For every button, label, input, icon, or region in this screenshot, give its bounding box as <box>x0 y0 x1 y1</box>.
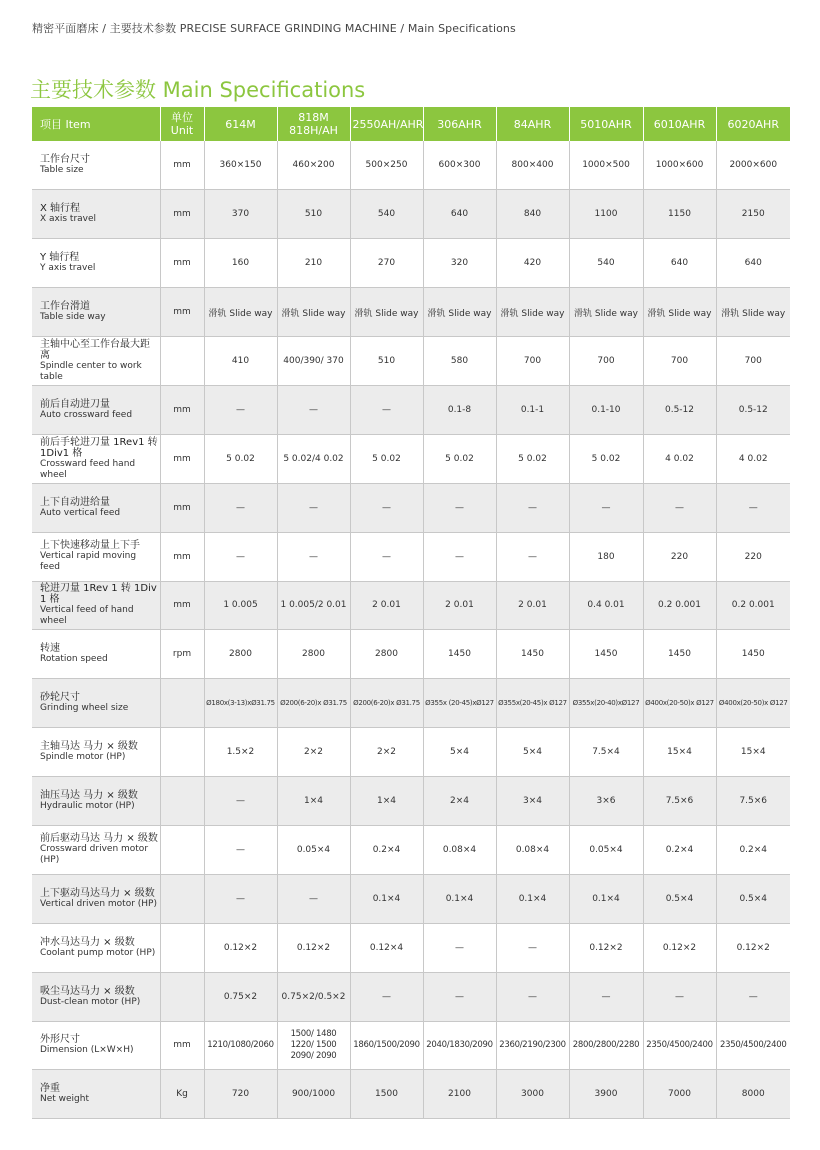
spec-value-cell: 0.2 0.001 <box>716 581 790 630</box>
table-row <box>32 434 790 483</box>
spec-value-cell: — <box>277 483 350 532</box>
spec-item-name <box>32 239 160 288</box>
spec-item-name <box>32 630 160 679</box>
spec-item-name-en: Vertical feed of hand wheel <box>40 605 134 627</box>
spec-item-name-en: Spindle center to work table <box>40 361 142 382</box>
spec-item-name-en: Dimension (L×W×H) <box>40 1045 134 1056</box>
spec-value-cell: 1450 <box>423 630 496 679</box>
spec-item-name <box>32 483 160 532</box>
spec-value-cell: 0.12×2 <box>716 923 790 972</box>
spec-value-cell: 0.5×4 <box>716 874 790 923</box>
spec-value-cell: — <box>350 972 423 1021</box>
spec-value-cell: — <box>716 483 790 532</box>
column-header-unit <box>160 107 204 141</box>
spec-value-cell: 1500/ 1480 1220/ 1500 2090/ 2090 <box>277 1021 350 1070</box>
column-header-model: 818M 818H/AH <box>277 107 350 141</box>
column-header-item: 项目 Item <box>32 107 160 141</box>
spec-value-cell: 0.05×4 <box>569 825 643 874</box>
spec-item-name-zh: 前后自动进刀量 <box>40 398 110 410</box>
spec-value-cell: — <box>350 483 423 532</box>
spec-value-cell: 1000×500 <box>569 141 643 190</box>
spec-value-cell: 15×4 <box>643 728 716 777</box>
spec-item-name-en: Y axis travel <box>40 263 96 274</box>
table-row <box>32 141 790 190</box>
spec-value-cell: — <box>423 972 496 1021</box>
spec-value-cell: Ø355x (20-45)xØ127 <box>423 679 496 728</box>
spec-item-name-zh: 主轴中心至工作台最大距离 <box>40 339 150 361</box>
spec-value-cell: 0.5-12 <box>716 385 790 434</box>
spec-value-cell: 2 0.01 <box>496 581 569 630</box>
spec-value-cell: 840 <box>496 190 569 239</box>
spec-value-cell: 700 <box>643 337 716 386</box>
spec-value-cell: 0.12×4 <box>350 923 423 972</box>
spec-value-cell: 640 <box>423 190 496 239</box>
spec-item-name <box>32 581 160 630</box>
spec-item-name-zh: 油压马达 马力 × 级数 <box>40 790 138 802</box>
spec-value-cell: 3000 <box>496 1070 569 1119</box>
spec-value-cell: 0.12×2 <box>277 923 350 972</box>
spec-value-cell: 0.12×2 <box>569 923 643 972</box>
column-header-model: 6010AHR <box>643 107 716 141</box>
spec-item-name <box>32 385 160 434</box>
spec-value-cell: 3900 <box>569 1070 643 1119</box>
spec-item-name-en: Auto crossward feed <box>40 409 133 420</box>
spec-item-name-zh: 吸尘马达马力 × 级数 <box>40 985 135 997</box>
spec-item-name <box>32 728 160 777</box>
spec-value-cell: 滑轨 Slide way <box>277 288 350 337</box>
column-header-model: 306AHR <box>423 107 496 141</box>
spec-value-cell: 220 <box>716 532 790 581</box>
table-row <box>32 874 790 923</box>
spec-value-cell: 1×4 <box>350 777 423 826</box>
spec-value-cell: 2×4 <box>423 777 496 826</box>
spec-item-name-zh: 主轴马达 马力 × 级数 <box>40 741 138 753</box>
spec-item-name-zh: 冲水马达马力 × 级数 <box>40 936 135 948</box>
spec-item-name-en: Table side way <box>40 312 106 323</box>
spec-value-cell: 5 0.02 <box>569 434 643 483</box>
spec-value-cell: 2800 <box>277 630 350 679</box>
spec-value-cell: 1000×600 <box>643 141 716 190</box>
spec-item-name-zh: 前后驱动马达 马力 × 级数 <box>40 833 158 845</box>
spec-unit: mm <box>160 581 204 630</box>
table-row <box>32 679 790 728</box>
spec-item-name-zh: 工作台滑道 <box>40 301 90 313</box>
spec-value-cell: 510 <box>277 190 350 239</box>
spec-value-cell: 640 <box>716 239 790 288</box>
spec-item-name <box>32 874 160 923</box>
spec-value-cell: Ø355x(20-45)x Ø127 <box>496 679 569 728</box>
table-row <box>32 1070 790 1119</box>
spec-value-cell: 180 <box>569 532 643 581</box>
spec-value-cell: 7000 <box>643 1070 716 1119</box>
spec-value-cell: 2800 <box>350 630 423 679</box>
spec-value-cell: 720 <box>204 1070 277 1119</box>
spec-value-cell: 8000 <box>716 1070 790 1119</box>
spec-item-name-en: Vertical driven motor (HP) <box>40 898 157 909</box>
spec-value-cell: 2×2 <box>277 728 350 777</box>
spec-unit: mm <box>160 483 204 532</box>
spec-value-cell: Ø400x(20-50)x Ø127 <box>643 679 716 728</box>
spec-item-name-en: Table size <box>40 165 84 176</box>
spec-value-cell: — <box>569 972 643 1021</box>
spec-value-cell: 2360/2190/2300 <box>496 1021 569 1070</box>
spec-item-name-zh: Y 轴行程 <box>40 252 80 264</box>
spec-value-cell: 1450 <box>643 630 716 679</box>
spec-value-cell: 0.75×2/0.5×2 <box>277 972 350 1021</box>
spec-item-name <box>32 679 160 728</box>
spec-value-cell: Ø200(6-20)x Ø31.75 <box>350 679 423 728</box>
spec-value-cell: 420 <box>496 239 569 288</box>
spec-value-cell: 5 0.02 <box>204 434 277 483</box>
spec-value-cell: 0.1-1 <box>496 385 569 434</box>
spec-unit <box>160 337 204 386</box>
spec-value-cell: 2040/1830/2090 <box>423 1021 496 1070</box>
spec-value-cell: 2 0.01 <box>350 581 423 630</box>
spec-value-cell: 滑轨 Slide way <box>423 288 496 337</box>
spec-value-cell: 0.2×4 <box>716 825 790 874</box>
spec-value-cell: 5 0.02 <box>423 434 496 483</box>
spec-value-cell: 160 <box>204 239 277 288</box>
column-header-model: 5010AHR <box>569 107 643 141</box>
spec-value-cell: 1500 <box>350 1070 423 1119</box>
table-row <box>32 728 790 777</box>
table-row <box>32 581 790 630</box>
spec-item-name <box>32 190 160 239</box>
table-row <box>32 190 790 239</box>
spec-table-body <box>32 141 790 1119</box>
table-row <box>32 825 790 874</box>
spec-value-cell: 0.08×4 <box>496 825 569 874</box>
table-row <box>32 972 790 1021</box>
spec-value-cell: 0.08×4 <box>423 825 496 874</box>
spec-value-cell: 5 0.02 <box>496 434 569 483</box>
spec-item-name-en: Rotation speed <box>40 654 108 665</box>
spec-unit: mm <box>160 1021 204 1070</box>
spec-value-cell: 510 <box>350 337 423 386</box>
spec-value-cell: 0.1-8 <box>423 385 496 434</box>
spec-value-cell: 360×150 <box>204 141 277 190</box>
spec-value-cell: 0.4 0.01 <box>569 581 643 630</box>
spec-item-name-zh: 转速 <box>40 643 60 655</box>
spec-item-name-zh: 上下快速移动量上下手 <box>40 540 140 552</box>
spec-value-cell: 600×300 <box>423 141 496 190</box>
spec-value-cell: — <box>423 483 496 532</box>
spec-item-name <box>32 1070 160 1119</box>
spec-value-cell: — <box>204 874 277 923</box>
spec-value-cell: 800×400 <box>496 141 569 190</box>
table-row <box>32 1021 790 1070</box>
spec-item-name <box>32 972 160 1021</box>
spec-value-cell: — <box>569 483 643 532</box>
spec-value-cell: 5×4 <box>496 728 569 777</box>
column-header-model: 614M <box>204 107 277 141</box>
column-header-model: 2550AH/AHR <box>350 107 423 141</box>
spec-value-cell: 0.12×2 <box>643 923 716 972</box>
spec-value-cell: 滑轨 Slide way <box>716 288 790 337</box>
spec-value-cell: 700 <box>496 337 569 386</box>
spec-value-cell: — <box>423 923 496 972</box>
spec-item-name <box>32 1021 160 1070</box>
spec-value-cell: 460×200 <box>277 141 350 190</box>
spec-unit: mm <box>160 239 204 288</box>
spec-value-cell: 2×2 <box>350 728 423 777</box>
spec-item-name-en: Vertical rapid moving feed <box>40 551 137 573</box>
spec-value-cell: 0.12×2 <box>204 923 277 972</box>
spec-unit <box>160 777 204 826</box>
spec-value-cell: 0.2×4 <box>643 825 716 874</box>
table-row <box>32 532 790 581</box>
spec-value-cell: 700 <box>569 337 643 386</box>
spec-value-cell: 5×4 <box>423 728 496 777</box>
spec-value-cell: 1450 <box>716 630 790 679</box>
spec-value-cell: 220 <box>643 532 716 581</box>
spec-value-cell: — <box>204 483 277 532</box>
spec-item-name-zh: 上下驱动马达马力 × 级数 <box>40 887 155 899</box>
spec-value-cell: 0.2×4 <box>350 825 423 874</box>
spec-value-cell: 4 0.02 <box>643 434 716 483</box>
spec-item-name-en: X axis travel <box>40 214 97 225</box>
spec-value-cell: 640 <box>643 239 716 288</box>
spec-value-cell: 滑轨 Slide way <box>496 288 569 337</box>
spec-value-cell: 7.5×6 <box>643 777 716 826</box>
table-row <box>32 630 790 679</box>
spec-value-cell: — <box>423 532 496 581</box>
spec-value-cell: 2350/4500/2400 <box>716 1021 790 1070</box>
spec-value-cell: 7.5×4 <box>569 728 643 777</box>
spec-value-cell: 0.5-12 <box>643 385 716 434</box>
spec-value-cell: — <box>204 532 277 581</box>
spec-value-cell: 0.2 0.001 <box>643 581 716 630</box>
table-row <box>32 923 790 972</box>
spec-unit: Kg <box>160 1070 204 1119</box>
spec-value-cell: 1860/1500/2090 <box>350 1021 423 1070</box>
spec-item-name <box>32 141 160 190</box>
spec-value-cell: — <box>496 923 569 972</box>
spec-value-cell: — <box>496 532 569 581</box>
spec-item-name-en: Net weight <box>40 1094 90 1105</box>
spec-value-cell: 1 0.005 <box>204 581 277 630</box>
spec-value-cell: — <box>643 972 716 1021</box>
spec-value-cell: — <box>277 874 350 923</box>
spec-unit: rpm <box>160 630 204 679</box>
spec-item-name-zh: 上下自动进给量 <box>40 496 110 508</box>
spec-value-cell: 320 <box>423 239 496 288</box>
spec-value-cell: 1100 <box>569 190 643 239</box>
spec-value-cell: 0.05×4 <box>277 825 350 874</box>
spec-item-name-zh: 外形尺寸 <box>40 1034 80 1046</box>
spec-value-cell: 580 <box>423 337 496 386</box>
table-row <box>32 385 790 434</box>
spec-value-cell: — <box>204 825 277 874</box>
spec-value-cell: 2000×600 <box>716 141 790 190</box>
spec-item-name <box>32 777 160 826</box>
spec-item-name-en: Spindle motor (HP) <box>40 752 126 763</box>
table-row <box>32 239 790 288</box>
spec-unit: mm <box>160 141 204 190</box>
table-row <box>32 337 790 386</box>
spec-item-name-zh: 净重 <box>40 1083 60 1095</box>
spec-item-name <box>32 532 160 581</box>
spec-value-cell: Ø400x(20-50)x Ø127 <box>716 679 790 728</box>
spec-unit: mm <box>160 385 204 434</box>
spec-value-cell: 900/1000 <box>277 1070 350 1119</box>
spec-value-cell: Ø180x(3-13)xØ31.75 <box>204 679 277 728</box>
spec-item-name <box>32 288 160 337</box>
spec-value-cell: 540 <box>569 239 643 288</box>
spec-item-name-zh: 工作台尺寸 <box>40 154 90 166</box>
spec-value-cell: 0.1-10 <box>569 385 643 434</box>
spec-unit: mm <box>160 288 204 337</box>
table-row <box>32 483 790 532</box>
spec-value-cell: 0.1×4 <box>569 874 643 923</box>
spec-item-name <box>32 923 160 972</box>
spec-unit <box>160 923 204 972</box>
spec-value-cell: 1×4 <box>277 777 350 826</box>
spec-value-cell: 0.5×4 <box>643 874 716 923</box>
table-header-row <box>32 107 790 141</box>
column-header-model: 6020AHR <box>716 107 790 141</box>
spec-item-name-zh: 轮进刀量 1Rev 1 转 1Div 1 格 <box>40 583 157 606</box>
spec-value-cell: — <box>350 532 423 581</box>
spec-value-cell: 400/390/ 370 <box>277 337 350 386</box>
spec-item-name-en: Grinding wheel size <box>40 703 129 714</box>
spec-value-cell: 2 0.01 <box>423 581 496 630</box>
spec-item-name-en: Auto vertical feed <box>40 507 121 518</box>
spec-value-cell: 0.1×4 <box>350 874 423 923</box>
spec-value-cell: 滑轨 Slide way <box>350 288 423 337</box>
spec-item-name <box>32 337 160 386</box>
spec-value-cell: 1450 <box>496 630 569 679</box>
spec-unit <box>160 728 204 777</box>
spec-value-cell: Ø200(6-20)x Ø31.75 <box>277 679 350 728</box>
spec-item-name-en: Coolant pump motor (HP) <box>40 947 156 958</box>
spec-value-cell: 5 0.02 <box>350 434 423 483</box>
column-header-model: 84AHR <box>496 107 569 141</box>
spec-value-cell: 2800/2800/2280 <box>569 1021 643 1070</box>
spec-value-cell: 2350/4500/2400 <box>643 1021 716 1070</box>
spec-value-cell: 滑轨 Slide way <box>569 288 643 337</box>
spec-unit: mm <box>160 532 204 581</box>
spec-value-cell: 0.75×2 <box>204 972 277 1021</box>
spec-unit <box>160 874 204 923</box>
spec-value-cell: 270 <box>350 239 423 288</box>
spec-value-cell: 3×6 <box>569 777 643 826</box>
table-row <box>32 288 790 337</box>
unit-header-en: Unit <box>170 124 194 137</box>
spec-value-cell: 500×250 <box>350 141 423 190</box>
spec-value-cell: 7.5×6 <box>716 777 790 826</box>
breadcrumb: 精密平面磨床 / 主要技术参数 PRECISE SURFACE GRINDING MACHINE / Main Specifications <box>32 22 516 35</box>
spec-value-cell: 2800 <box>204 630 277 679</box>
spec-item-name <box>32 825 160 874</box>
spec-table <box>32 107 790 1119</box>
spec-value-cell: — <box>204 777 277 826</box>
spec-unit: mm <box>160 190 204 239</box>
spec-value-cell: — <box>204 385 277 434</box>
spec-value-cell: 410 <box>204 337 277 386</box>
spec-value-cell: Ø355x(20-40)xØ127 <box>569 679 643 728</box>
spec-value-cell: 2100 <box>423 1070 496 1119</box>
spec-value-cell: 3×4 <box>496 777 569 826</box>
spec-item-name-zh: 砂轮尺寸 <box>40 692 80 704</box>
spec-value-cell: 5 0.02/4 0.02 <box>277 434 350 483</box>
spec-value-cell: 210 <box>277 239 350 288</box>
spec-value-cell: 1 0.005/2 0.01 <box>277 581 350 630</box>
spec-item-name <box>32 434 160 483</box>
spec-item-name-en: Crossward driven motor (HP) <box>40 844 149 866</box>
spec-value-cell: — <box>496 483 569 532</box>
spec-value-cell: — <box>716 972 790 1021</box>
spec-item-name-zh: X 轴行程 <box>40 203 81 215</box>
spec-unit <box>160 825 204 874</box>
spec-value-cell: 0.1×4 <box>423 874 496 923</box>
spec-unit <box>160 972 204 1021</box>
spec-value-cell: — <box>496 972 569 1021</box>
spec-value-cell: — <box>277 532 350 581</box>
spec-value-cell: 370 <box>204 190 277 239</box>
spec-value-cell: 1450 <box>569 630 643 679</box>
spec-value-cell: 4 0.02 <box>716 434 790 483</box>
spec-item-name-en: Crossward feed hand wheel <box>40 458 136 480</box>
spec-unit: mm <box>160 434 204 483</box>
spec-value-cell: — <box>350 385 423 434</box>
spec-value-cell: 滑轨 Slide way <box>204 288 277 337</box>
table-row <box>32 777 790 826</box>
spec-value-cell: 700 <box>716 337 790 386</box>
spec-value-cell: 540 <box>350 190 423 239</box>
spec-item-name-en: Hydraulic motor (HP) <box>40 801 135 812</box>
spec-value-cell: — <box>277 385 350 434</box>
page-title: 主要技术参数 Main Specifications <box>30 78 366 102</box>
spec-value-cell: 1.5×2 <box>204 728 277 777</box>
spec-value-cell: 2150 <box>716 190 790 239</box>
spec-value-cell: 15×4 <box>716 728 790 777</box>
spec-value-cell: 0.1×4 <box>496 874 569 923</box>
spec-unit <box>160 679 204 728</box>
spec-value-cell: — <box>643 483 716 532</box>
unit-header-zh: 单位 <box>171 111 193 124</box>
spec-value-cell: 1150 <box>643 190 716 239</box>
spec-value-cell: 1210/1080/2060 <box>204 1021 277 1070</box>
spec-item-name-en: Dust-clean motor (HP) <box>40 996 141 1007</box>
spec-value-cell: 滑轨 Slide way <box>643 288 716 337</box>
spec-item-name-zh: 前后手轮进刀量 1Rev1 转 1Div1 格 <box>40 436 158 459</box>
